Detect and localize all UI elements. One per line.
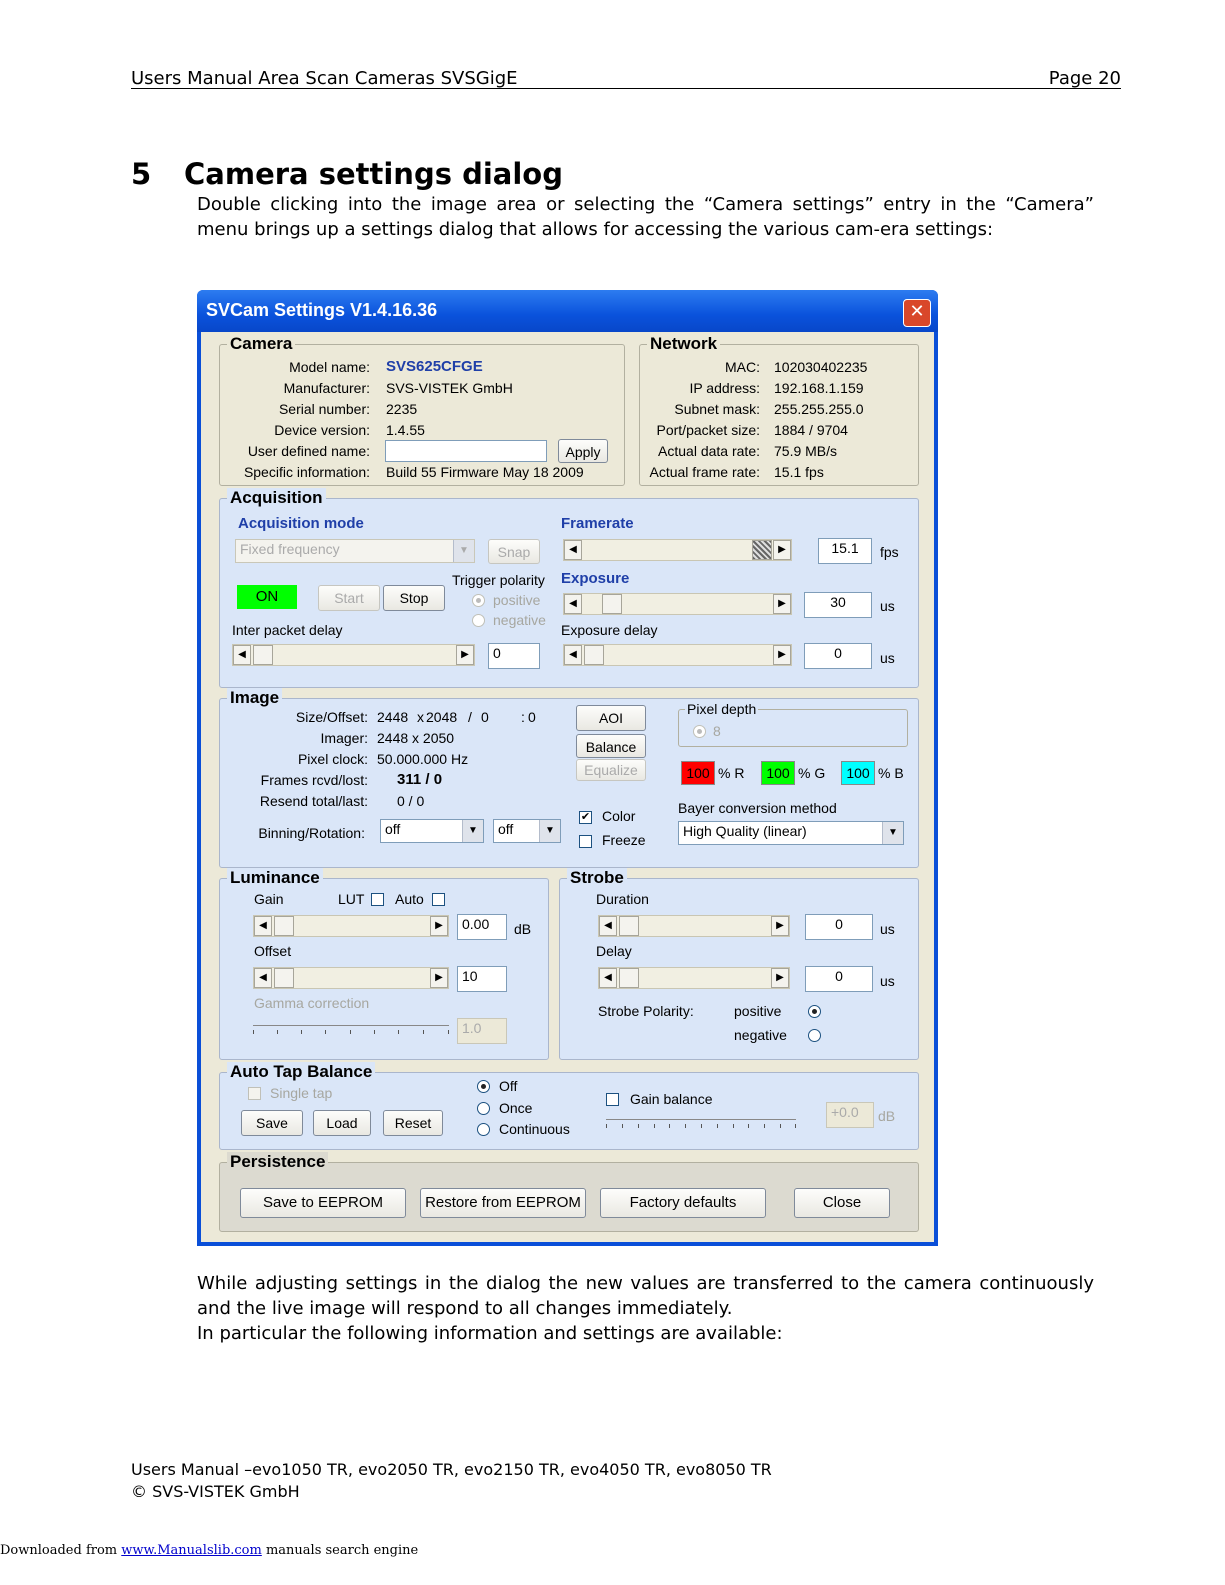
- trigger-polarity-label: Trigger polarity: [452, 572, 545, 588]
- exposure-delay-unit: us: [880, 650, 895, 666]
- strobe-positive-radio[interactable]: [808, 1005, 821, 1018]
- specific-information-label: Specific information:: [243, 464, 370, 480]
- download-suffix: manuals search engine: [261, 1543, 419, 1558]
- offset-slider[interactable]: [253, 967, 449, 989]
- scroll-right-arrow-icon[interactable]: ▶: [771, 916, 789, 936]
- auto-label: Auto: [395, 891, 424, 907]
- stop-button[interactable]: Stop: [383, 585, 445, 611]
- chevron-down-icon: ▼: [882, 822, 903, 844]
- strobe-delay-input[interactable]: 0: [805, 966, 873, 992]
- scroll-left-arrow-icon[interactable]: ◀: [564, 540, 582, 560]
- gain-slider[interactable]: [253, 915, 449, 937]
- color-checkbox[interactable]: ✔: [580, 811, 591, 823]
- size-x-separator: x: [417, 709, 424, 725]
- luminance-group-title: Luminance: [227, 868, 323, 888]
- offset-y-value: 0: [528, 709, 536, 725]
- serial-number-label: Serial number:: [278, 401, 370, 417]
- aoi-button[interactable]: AOI: [576, 705, 646, 731]
- strobe-positive-label: positive: [734, 1003, 782, 1019]
- resend-label: Resend total/last:: [259, 793, 368, 809]
- framerate-label: Framerate: [561, 515, 634, 532]
- gamma-slider[interactable]: [253, 1025, 449, 1034]
- slider-thumb[interactable]: [619, 968, 639, 988]
- red-gain-unit: % R: [718, 765, 745, 781]
- single-tap-checkbox[interactable]: [248, 1087, 261, 1100]
- bayer-conversion-select[interactable]: [678, 821, 904, 845]
- after-sentence-2: In particular the following information and settings are available:: [197, 1323, 783, 1344]
- strobe-delay-unit: us: [880, 973, 895, 989]
- page-number: Page 20: [1048, 68, 1121, 89]
- factory-defaults-button[interactable]: Factory defaults: [600, 1188, 766, 1218]
- page-footer: [131, 1459, 772, 1503]
- equalize-button[interactable]: Equalize: [576, 759, 646, 781]
- tap-once-label: Once: [499, 1100, 533, 1116]
- frames-label: Frames rcvd/lost:: [260, 772, 368, 788]
- imager-label: Imager:: [320, 730, 368, 746]
- exposure-label: Exposure: [561, 570, 630, 587]
- inter-packet-delay-label: Inter packet delay: [232, 622, 343, 638]
- header-title: Users Manual Area Scan Cameras SVSGigE: [131, 68, 518, 89]
- auto-tap-balance-group: [219, 1062, 919, 1150]
- acquisition-on-indicator: ON: [237, 585, 297, 609]
- exposure-delay-label: Exposure delay: [561, 622, 658, 638]
- rotation-select[interactable]: [493, 819, 561, 843]
- camera-group-title: Camera: [227, 334, 295, 354]
- slider-thumb[interactable]: [584, 645, 604, 665]
- subnet-mask-label: Subnet mask:: [674, 401, 760, 417]
- acquisition-mode-select[interactable]: [235, 539, 475, 563]
- inter-packet-delay-slider[interactable]: [232, 644, 475, 666]
- port-packet-size-value: 1884 / 9704: [774, 422, 848, 438]
- acquisition-group-title: Acquisition: [227, 488, 326, 508]
- section-number: 5: [131, 157, 152, 191]
- slider-thumb[interactable]: [253, 645, 273, 665]
- size-height-value: 2048: [426, 709, 458, 725]
- dialog-client-area: [201, 332, 934, 1242]
- single-tap-label: Single tap: [270, 1085, 333, 1101]
- binning-select[interactable]: [380, 819, 484, 843]
- exposure-delay-input[interactable]: 0: [804, 643, 872, 669]
- mac-label: MAC:: [725, 359, 760, 375]
- gain-label: Gain: [254, 891, 284, 907]
- close-icon[interactable]: ✕: [903, 299, 931, 327]
- color-label: Color: [602, 808, 636, 824]
- network-group-title: Network: [647, 334, 720, 354]
- gain-balance-slider[interactable]: [606, 1119, 796, 1128]
- exposure-input[interactable]: 30: [804, 592, 872, 618]
- ip-address-label: IP address:: [689, 380, 760, 396]
- tap-reset-button[interactable]: Reset: [383, 1110, 443, 1136]
- image-group: [219, 688, 919, 868]
- dialog-title: SVCam Settings V1.4.16.36: [206, 300, 438, 320]
- offset-label: Offset: [254, 943, 292, 959]
- pixel-depth-8-radio[interactable]: [693, 725, 706, 738]
- bayer-conversion-label: Bayer conversion method: [678, 800, 837, 816]
- after-paragraph: [197, 1271, 1094, 1346]
- scroll-left-arrow-icon[interactable]: ◀: [254, 968, 272, 988]
- lut-label: LUT: [338, 891, 365, 907]
- frames-value: 311 / 0: [397, 771, 443, 788]
- actual-frame-rate-label: Actual frame rate:: [649, 464, 760, 480]
- binning-rotation-label: Binning/Rotation:: [258, 825, 365, 841]
- exposure-delay-slider[interactable]: [563, 644, 792, 666]
- restore-from-eeprom-button[interactable]: Restore from EEPROM: [420, 1188, 586, 1218]
- apply-button[interactable]: Apply: [558, 439, 608, 463]
- pixel-depth-label: Pixel depth: [687, 701, 757, 717]
- imager-value: 2448 x 2050: [377, 730, 455, 746]
- freeze-label: Freeze: [602, 832, 646, 848]
- strobe-group-title: Strobe: [567, 868, 627, 888]
- scroll-right-arrow-icon[interactable]: ▶: [430, 968, 448, 988]
- intro-paragraph: Double clicking into the image area or selecting the “Camera settings” entry in the “Camera” menu brings up a settings dialog that allows for accessing the various cam-era settings:: [197, 194, 1094, 240]
- gain-balance-input[interactable]: +0.0: [826, 1102, 874, 1128]
- model-name-value: SVS625CFGE: [386, 358, 483, 375]
- pixel-depth-group: [678, 701, 908, 747]
- device-version-value: 1.4.55: [386, 422, 425, 438]
- tap-continuous-radio[interactable]: [477, 1123, 490, 1136]
- gamma-correction-label: Gamma correction: [254, 995, 370, 1011]
- slider-thumb[interactable]: [274, 916, 294, 936]
- ip-address-value: 192.168.1.159: [774, 380, 864, 396]
- persistence-title: Persistence: [227, 1152, 328, 1172]
- download-note: [0, 1543, 418, 1558]
- user-defined-name-label: User defined name:: [247, 443, 370, 459]
- scroll-right-arrow-icon[interactable]: ▶: [430, 916, 448, 936]
- tap-save-button[interactable]: Save: [241, 1110, 303, 1136]
- serial-number-value: 2235: [386, 401, 418, 417]
- strobe-polarity-label: Strobe Polarity:: [598, 1003, 694, 1019]
- user-defined-name-input[interactable]: [385, 440, 547, 462]
- chevron-down-icon: ▼: [453, 540, 474, 562]
- scroll-right-arrow-icon[interactable]: ▶: [773, 540, 791, 560]
- acquisition-mode-value: Fixed frequency: [240, 541, 340, 557]
- pixel-depth-8-label: 8: [713, 723, 721, 739]
- strobe-delay-slider[interactable]: [598, 967, 790, 989]
- after-sentence-1: While adjusting settings in the dialog the new values are transferred to the camera continuously and the live image will respond to all changes immediately.: [197, 1273, 1094, 1319]
- scroll-right-arrow-icon[interactable]: ▶: [456, 645, 474, 665]
- luminance-group: [219, 868, 549, 1060]
- resend-value: 0 / 0: [397, 793, 425, 809]
- footer-copyright: © SVS-VISTEK GmbH: [131, 1482, 300, 1501]
- offset-input[interactable]: 10: [457, 966, 507, 992]
- framerate-unit: fps: [880, 544, 899, 560]
- scroll-right-arrow-icon[interactable]: ▶: [771, 968, 789, 988]
- tap-off-radio[interactable]: [477, 1080, 490, 1093]
- scroll-left-arrow-icon[interactable]: ◀: [564, 645, 582, 665]
- device-version-label: Device version:: [274, 422, 370, 438]
- tap-once-radio[interactable]: [477, 1102, 490, 1115]
- green-gain-unit: % G: [798, 765, 826, 781]
- tap-continuous-label: Continuous: [499, 1121, 570, 1137]
- balance-button[interactable]: Balance: [576, 734, 646, 758]
- port-packet-size-label: Port/packet size:: [656, 422, 760, 438]
- slider-thumb[interactable]: [752, 540, 772, 560]
- chevron-down-icon: ▼: [539, 820, 560, 842]
- size-offset-slash: /: [468, 709, 472, 725]
- footer-line-1: Users Manual –evo1050 TR, evo2050 TR, evo2150 TR, evo4050 TR, evo8050 TR: [131, 1460, 772, 1479]
- framerate-input[interactable]: 15.1: [818, 538, 872, 564]
- bayer-conversion-value: High Quality (linear): [683, 823, 807, 839]
- scroll-right-arrow-icon[interactable]: ▶: [773, 594, 791, 614]
- specific-information-value: Build 55 Firmware May 18 2009: [386, 464, 584, 480]
- chevron-down-icon: ▼: [462, 820, 483, 842]
- acquisition-mode-label: Acquisition mode: [238, 515, 364, 532]
- model-name-label: Model name:: [289, 359, 370, 375]
- manufacturer-label: Manufacturer:: [283, 380, 370, 396]
- persistence-group: [219, 1152, 919, 1232]
- pixel-clock-label: Pixel clock:: [297, 751, 368, 767]
- save-to-eeprom-button[interactable]: Save to EEPROM: [240, 1188, 406, 1218]
- strobe-negative-label: negative: [734, 1027, 787, 1043]
- strobe-negative-radio[interactable]: [808, 1029, 821, 1042]
- acquisition-group: [219, 488, 919, 688]
- lut-checkbox[interactable]: [371, 893, 384, 906]
- gain-input[interactable]: 0.00: [457, 914, 507, 940]
- strobe-duration-input[interactable]: 0: [805, 914, 873, 940]
- scroll-left-arrow-icon[interactable]: ◀: [254, 916, 272, 936]
- mac-value: 102030402235: [774, 359, 868, 375]
- settings-dialog-window: [197, 290, 938, 1246]
- actual-data-rate-label: Actual data rate:: [658, 443, 760, 459]
- trigger-positive-radio[interactable]: [472, 594, 485, 607]
- gain-unit: dB: [514, 921, 532, 937]
- offset-x-value: 0: [481, 709, 489, 725]
- offset-colon: :: [521, 709, 525, 725]
- red-gain-input[interactable]: 100: [681, 761, 715, 785]
- gain-balance-label: Gain balance: [630, 1091, 713, 1107]
- start-button[interactable]: Start: [318, 585, 380, 611]
- blue-gain-input[interactable]: 100: [841, 761, 875, 785]
- close-button[interactable]: Close: [794, 1188, 890, 1218]
- scroll-left-arrow-icon[interactable]: ◀: [564, 594, 582, 614]
- section-title: Camera settings dialog: [184, 157, 563, 191]
- actual-data-rate-value: 75.9 MB/s: [774, 443, 838, 459]
- scroll-left-arrow-icon[interactable]: ◀: [233, 645, 251, 665]
- page-header: [131, 68, 1121, 89]
- tap-load-button[interactable]: Load: [313, 1110, 371, 1136]
- slider-thumb[interactable]: [619, 916, 639, 936]
- manualslib-link[interactable]: www.Manualslib.com: [121, 1543, 262, 1558]
- scroll-right-arrow-icon[interactable]: ▶: [773, 645, 791, 665]
- image-group-title: Image: [227, 688, 282, 708]
- strobe-group: [559, 868, 919, 1060]
- strobe-duration-unit: us: [880, 921, 895, 937]
- gain-balance-unit: dB: [878, 1108, 896, 1124]
- manufacturer-value: SVS-VISTEK GmbH: [386, 380, 513, 396]
- pixel-clock-value: 50.000.000 Hz: [377, 751, 469, 767]
- scroll-left-arrow-icon[interactable]: ◀: [599, 968, 617, 988]
- green-gain-input[interactable]: 100: [761, 761, 795, 785]
- exposure-slider[interactable]: [563, 593, 792, 615]
- strobe-duration-slider[interactable]: [598, 915, 790, 937]
- download-prefix: Downloaded from: [0, 1543, 122, 1558]
- freeze-checkbox[interactable]: [579, 835, 592, 848]
- subnet-mask-value: 255.255.255.0: [774, 401, 864, 417]
- auto-checkbox[interactable]: [432, 893, 445, 906]
- network-group: [639, 334, 919, 486]
- trigger-negative-radio[interactable]: [472, 614, 485, 627]
- strobe-delay-label: Delay: [596, 943, 632, 959]
- blue-gain-unit: % B: [878, 765, 904, 781]
- size-width-value: 2448: [377, 709, 409, 725]
- actual-frame-rate-value: 15.1 fps: [774, 464, 824, 480]
- snap-button[interactable]: Snap: [488, 539, 540, 564]
- binning-value: off: [385, 821, 401, 837]
- inter-packet-delay-input[interactable]: 0: [488, 643, 540, 669]
- strobe-duration-label: Duration: [596, 891, 649, 907]
- tap-off-label: Off: [499, 1078, 518, 1094]
- slider-thumb[interactable]: [274, 968, 294, 988]
- auto-tap-balance-title: Auto Tap Balance: [227, 1062, 375, 1082]
- rotation-value: off: [498, 821, 514, 837]
- gamma-input[interactable]: 1.0: [457, 1018, 507, 1044]
- trigger-positive-label: positive: [493, 592, 541, 608]
- dialog-titlebar[interactable]: [197, 290, 938, 332]
- camera-group: [219, 334, 625, 486]
- scroll-left-arrow-icon[interactable]: ◀: [599, 916, 617, 936]
- trigger-negative-label: negative: [493, 612, 546, 628]
- size-offset-label: Size/Offset:: [295, 709, 368, 725]
- exposure-unit: us: [880, 598, 895, 614]
- slider-thumb[interactable]: [602, 594, 622, 614]
- framerate-slider[interactable]: [563, 539, 792, 561]
- gain-balance-checkbox[interactable]: [606, 1093, 619, 1106]
